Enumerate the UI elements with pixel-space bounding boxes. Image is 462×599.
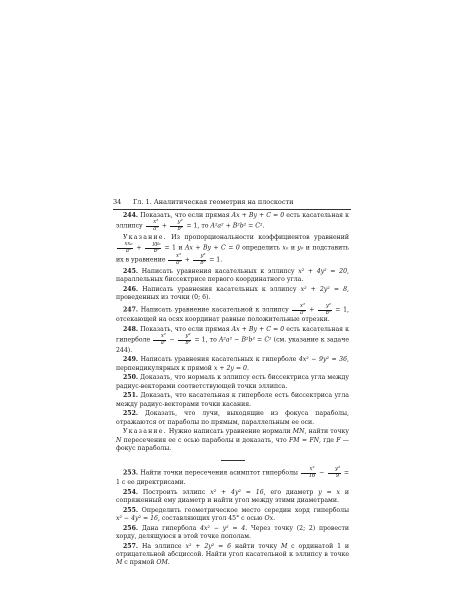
problem-252: 252. Доказать, что лучи, выходящие из фокуса параболы, отражаются от параболы по прямым, параллельным ее оси. <box>116 410 349 426</box>
problem-254: 254. Построить эллипс x² + 4y² = 16, его диаметр y = x и сопряженный ему диаметр и найти угол между этими диаметрами. <box>116 488 349 505</box>
hint-252: Указание. Нужно написать уравнение нормали MN, найти точку N пересечения ее с осью параболы и доказать, что FM = FN, где F — фокус параболы. <box>116 428 349 452</box>
problem-255: 255. Определить геометрическое место середин хорд гиперболы x² − 4y² = 16, составляющих угол 45° с осью Ox. <box>116 506 349 523</box>
problem-247: 247. Написать уравнение касательной к эллипсу $\frac{\text{x²}}{\text{a²}}$ + $\frac{\text{y²}}{\text{b²}}$ = 1, отсекающей на осях координат равные положительные отрезки. <box>116 303 349 324</box>
problem-246: 246. Написать уравнения касательных к эллипсу x² + 2y² = 8, проведенных из точки (0; 6). <box>116 286 349 302</box>
problem-256: 256. Дана гипербола 4x² − y² = 4. Через точку (2; 2) провести хорду, делящуюся в этой точке пополам. <box>116 524 349 541</box>
hint-244: Указание. Из пропорциональности коэффициентов уравнений $\frac{\text{xx₀}}{\text{a²}}$ + $\frac{\text{yy₀}}{\text{b²}}$ = 1 и Ax + By + C = 0 определить x₀ и y₀ и подставить их в уравнение $\frac{\text{x²}}{\text{a²}}$ + $\frac{\text{y²}}{\text{b²}}$ = 1. <box>116 233 349 266</box>
problem-245: 245. Написать уравнения касательных к эллипсу x² + 4y² = 20, параллельных биссектрисе первого координатного угла. <box>116 268 349 284</box>
section-separator <box>221 460 245 461</box>
problem-244: 244. Показать, что если прямая Ax + By + C = 0 есть касательная к эллипсу $\frac{\text{x²}}{\text{a²}}$ + $\frac{\text{y²}}{\text{b²}}$ = 1, то A²a² + B²b² = C². <box>116 212 349 232</box>
problem-251: 251. Доказать, что касательная к гиперболе есть биссектриса угла между радиус-векторами точки касания. <box>116 392 349 408</box>
problem-249: 249. Написать уравнения касательных к гиперболе 4x² − 9y² = 36, перпендикулярных к прямой x + 2y = 0. <box>116 356 349 372</box>
problem-253: 253. Найти точки пересечения асимптот гиперболы $\frac{\text{x²}}{16}$ − $\frac{\text{y²}}{9}$ = 1 с ее директрисами. <box>116 465 350 487</box>
header-rule <box>113 209 351 210</box>
problem-list <box>116 212 349 569</box>
problem-257: 257. На эллипсе x² + 2y² = 6 найти точку M с ординатой 1 и отрицательной абсциссой. Найти угол касательной к эллипсу в точке M с прямой OM. <box>116 542 349 567</box>
problem-250: 250. Доказать, что нормаль к эллипсу есть биссектриса угла между радиус-векторами соответствующей точки эллипса. <box>116 374 349 390</box>
chapter-title: Гл. 1. Аналитическая геометрия на плоскости <box>133 198 294 206</box>
problem-248: 248. Показать, что если прямая Ax + By + C = 0 есть касательная к гиперболе $\frac{\text{x²}}{\text{a²}}$ − $\frac{\text{y²}}{\text{b²}}$ = 1, то A²a² − B²b² = C² (см. указание к задаче 244). <box>116 326 349 354</box>
page-number: 34 <box>113 198 122 206</box>
